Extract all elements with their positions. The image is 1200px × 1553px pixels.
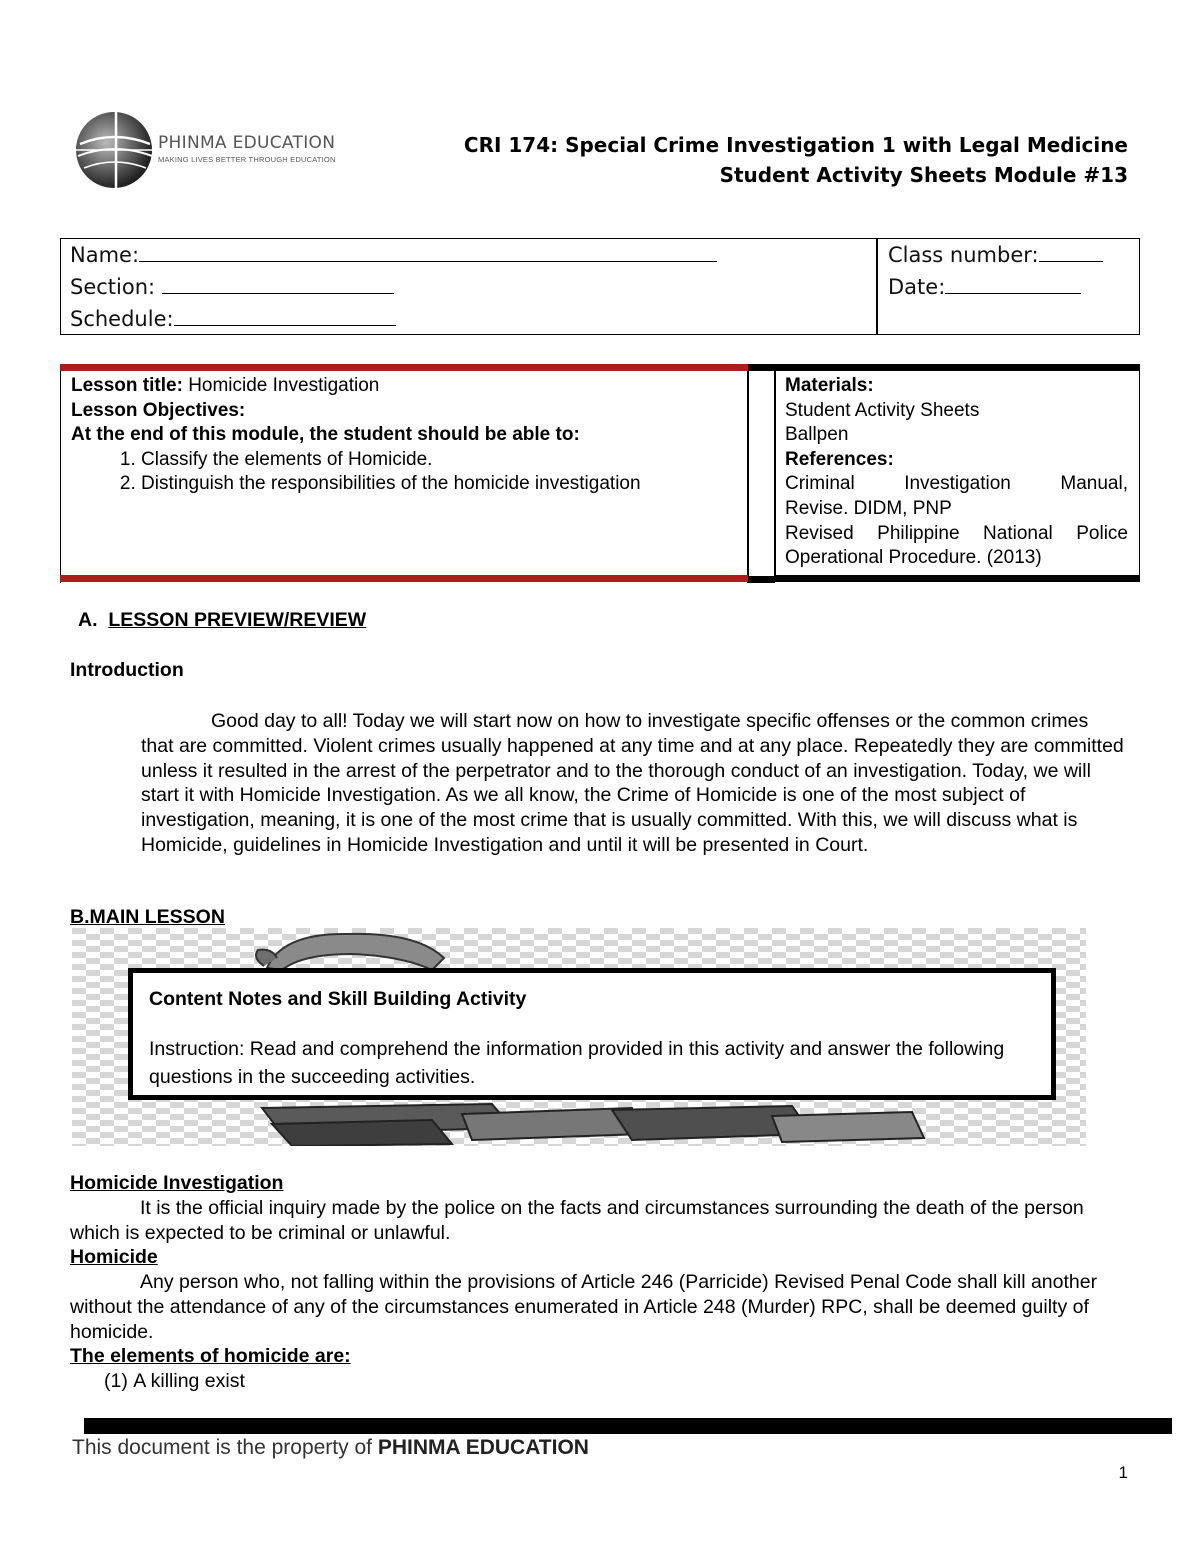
materials-label: Materials: bbox=[785, 375, 874, 396]
reference-2-line-2: Operational Procedure. (2013) bbox=[785, 547, 1042, 569]
info-divider bbox=[876, 238, 878, 335]
homicide-heading: Homicide bbox=[70, 1246, 158, 1268]
lesson-box-bottom-rule bbox=[60, 575, 748, 582]
lesson-content bbox=[71, 374, 741, 497]
schedule-field[interactable] bbox=[70, 303, 396, 335]
footer-text bbox=[72, 1436, 589, 1460]
lesson-box-top-rule bbox=[60, 364, 748, 371]
page-number: 1 bbox=[1118, 1463, 1128, 1482]
course-title bbox=[464, 130, 1128, 190]
reference-2-line-1: Revised Philippine National Police bbox=[785, 522, 1128, 544]
note-title: Content Notes and Skill Building Activity bbox=[149, 988, 527, 1010]
section-a-heading bbox=[78, 609, 366, 632]
section-b-heading: B.MAIN LESSON bbox=[70, 906, 225, 928]
section-field[interactable] bbox=[70, 271, 394, 303]
material-item: Ballpen bbox=[785, 424, 849, 446]
section-label: Section: bbox=[70, 275, 156, 299]
homicide-text: Any person who, not falling within the provisions of Article 246 (Parricide) Revised Penal Code shall kill another without the attendance of any of the circumstances enumerated in Article 248 (Murder) RPC, shall be deemed guilty of homicide. bbox=[70, 1271, 1098, 1343]
section-a-title: LESSON PREVIEW/REVIEW bbox=[108, 609, 367, 631]
name-label: Name: bbox=[70, 243, 140, 267]
homicide-investigation-heading: Homicide Investigation bbox=[70, 1172, 284, 1194]
date-field[interactable] bbox=[888, 271, 1081, 303]
footer-prefix: This document is the property of bbox=[72, 1436, 378, 1459]
logo-tagline: MAKING LIVES BETTER THROUGH EDUCATION bbox=[158, 155, 336, 164]
footer-owner: PHINMA EDUCATION bbox=[377, 1436, 589, 1459]
footer-bar bbox=[84, 1418, 1172, 1434]
elements-heading: The elements of homicide are: bbox=[70, 1345, 351, 1367]
name-field[interactable] bbox=[70, 239, 717, 271]
name-blank[interactable] bbox=[139, 241, 717, 262]
objectives-list bbox=[71, 448, 741, 497]
reference-1-line-1: Criminal Investigation Manual, bbox=[785, 473, 1128, 495]
note-instruction: Instruction: Read and comprehend the information provided in this activity and answer the following questions in the succeeding activities. bbox=[149, 1038, 1005, 1088]
class-number-blank[interactable] bbox=[1039, 241, 1103, 262]
schedule-blank[interactable] bbox=[174, 305, 396, 326]
element-text: A killing exist bbox=[133, 1370, 245, 1392]
phinma-globe-icon bbox=[72, 108, 158, 192]
objectives-intro: At the end of this module, the student should be able to: bbox=[71, 424, 580, 446]
objectives-label: Lesson Objectives: bbox=[71, 399, 246, 421]
objective-item: 1. Classify the elements of Homicide. bbox=[141, 448, 741, 473]
introduction-heading: Introduction bbox=[70, 659, 184, 681]
objective-item: 2. Distinguish the responsibilities of the homicide investigation bbox=[141, 472, 741, 497]
date-label: Date: bbox=[888, 275, 946, 299]
section-blank[interactable] bbox=[162, 273, 394, 294]
materials-content bbox=[785, 374, 1128, 571]
lesson-spacer-column bbox=[748, 364, 775, 583]
course-line-2: Student Activity Sheets Module #13 bbox=[719, 163, 1128, 187]
lesson-title-value: Homicide Investigation bbox=[188, 375, 380, 396]
date-blank[interactable] bbox=[945, 273, 1081, 294]
schedule-label: Schedule: bbox=[70, 307, 174, 331]
content-notes-box bbox=[128, 968, 1056, 1100]
element-item bbox=[104, 1369, 245, 1394]
lesson-title-label: Lesson title: bbox=[71, 375, 183, 396]
references-label: References: bbox=[785, 448, 894, 470]
class-number-label: Class number: bbox=[888, 243, 1039, 267]
logo-text: PHINMA EDUCATION bbox=[158, 133, 336, 153]
class-number-field[interactable] bbox=[888, 239, 1103, 271]
homicide-investigation-text: It is the official inquiry made by the police on the facts and circumstances surrounding the death of the person which is expected to be criminal or unlawful. bbox=[70, 1197, 1084, 1244]
element-number: (1) bbox=[104, 1370, 128, 1392]
introduction-paragraph: Good day to all! Today we will start now on how to investigate specific offenses or the common crimes that are committed. Violent crimes usually happened at any time and at any place. Repeatedly they are committed unless it resulted in the arrest of the perpetrator and to the thorough conduct of an investigation. Today, we will start it with Homicide Investigation. As we all know, the Crime of Homicide is one of the most subject of investigation, meaning, it is one of the most crime that is usually committed. With this, we will discuss what is Homicide, guidelines in Homicide Investigation and until it will be presented in Court. bbox=[141, 710, 1124, 856]
material-item: Student Activity Sheets bbox=[785, 399, 980, 421]
section-a-letter: A. bbox=[78, 609, 98, 631]
course-line-1: CRI 174: Special Crime Investigation 1 with Legal Medicine bbox=[463, 133, 1128, 157]
reference-1-line-2: Revise. DIDM, PNP bbox=[785, 497, 952, 519]
